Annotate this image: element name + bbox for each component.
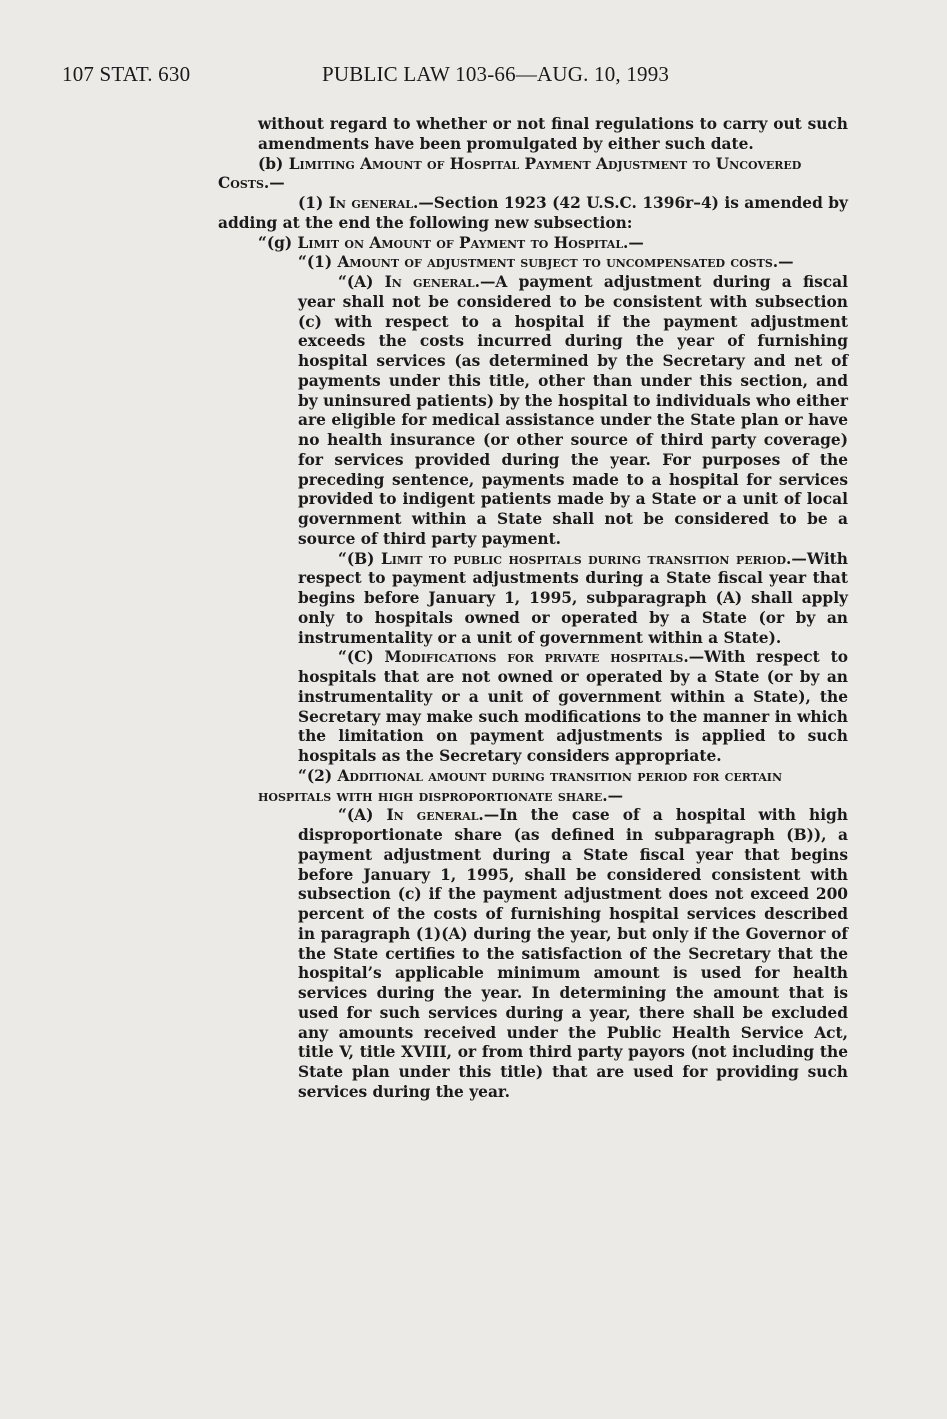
subsection-label: (b) bbox=[258, 154, 289, 173]
subparagraph-title: In general. bbox=[384, 273, 481, 291]
dash: — bbox=[628, 233, 644, 252]
subparagraph-title: Modifications for private hospitals. bbox=[384, 648, 689, 667]
dash: — bbox=[607, 786, 624, 805]
page-header bbox=[0, 62, 947, 92]
subparagraph-title: In general. bbox=[386, 806, 484, 825]
paragraph-title: In general. bbox=[328, 194, 419, 212]
subparagraph-label: “(C) bbox=[338, 648, 385, 667]
subparagraph-g1B bbox=[298, 550, 848, 649]
public-law-citation: PUBLIC LAW 103-66—AUG. 10, 1993 bbox=[322, 62, 670, 86]
subsection-label: “(g) bbox=[258, 233, 298, 252]
subparagraph-label: “(A) bbox=[338, 806, 387, 825]
subparagraph-title: Limit to public hospitals during transition period. bbox=[380, 549, 792, 568]
paragraph-title: Additional amount during transition period for certain hospitals with high disproportionate share. bbox=[258, 766, 783, 805]
dash: — bbox=[778, 253, 794, 272]
subparagraph-label: “(A) bbox=[338, 273, 385, 291]
subparagraph-text: —In the case of a hospital with high disproportionate share (as defined in subparagraph (B)), a payment adjustment during a State fiscal year that begins before January 1, 1995, shall be considered consistent with subsection (c) if the payment adjustment does not exceed 200 percent of the costs of furnishing hospital services described in paragraph (1)(A) during the year, but only if the Governor of the State certifies to the satisfaction of the Secretary that the hospital’s applicable minimum amount is used for health services during the year. In determining the amount that is used for such services during a year, there shall be excluded any amounts received under the Public Health Service Act, title V, title XVIII, or from third party payors (not including the State plan under this title) that are used for providing such services during the year. bbox=[298, 806, 849, 1101]
paragraph-continuation bbox=[258, 115, 848, 155]
subsection-title: Limiting Amount of Hospital Payment Adjustment to Uncovered Costs. bbox=[218, 154, 802, 193]
paragraph-text: —Section 1923 (42 U.S.C. 1396r–4) is amended by adding at the end the following new subsection: bbox=[218, 194, 848, 232]
subsection-g-heading bbox=[258, 234, 848, 254]
paragraph-1-in-general bbox=[218, 194, 848, 234]
paragraph-g2-heading bbox=[258, 767, 848, 807]
paragraph-title: Amount of adjustment subject to uncompensated costs. bbox=[337, 253, 779, 272]
subparagraph-text: —With respect to hospitals that are not owned or operated by a State (or by an instrumentality or a unit of government within a State), the Secretary may make such modifications to the manner in which the limitation on payment adjustments is applied to such hospitals as the Secretary considers appropriate. bbox=[298, 648, 848, 765]
subparagraph-text: —With respect to payment adjustments during a State fiscal year that begins before January 1, 1995, subparagraph (A) shall apply only to hospitals owned or operated by a State (or by an instrumentality or a unit of government within a State). bbox=[298, 549, 848, 647]
subparagraph-label: “(B) bbox=[338, 549, 381, 568]
paragraph-label: “(1) bbox=[298, 253, 338, 272]
document-body bbox=[0, 115, 947, 1103]
subparagraph-g1C bbox=[298, 648, 848, 767]
paragraph-g1-heading bbox=[218, 253, 848, 273]
subparagraph-g2A bbox=[298, 806, 848, 1102]
subparagraph-g1A bbox=[298, 273, 848, 550]
subsection-b-heading bbox=[218, 155, 848, 195]
subsection-title: Limit on Amount of Payment to Hospital. bbox=[297, 233, 629, 252]
paragraph-text: without regard to whether or not final regulations to carry out such amendments have been promulgated by either such date. bbox=[258, 115, 848, 153]
paragraph-label: (1) bbox=[298, 194, 329, 212]
paragraph-label: “(2) bbox=[298, 766, 338, 785]
dash: — bbox=[269, 174, 285, 193]
subparagraph-text: —A payment adjustment during a fiscal year shall not be considered to be consistent with subsection (c) with respect to a hospital if the payment adjustment exceeds the costs incurred during the year of furnishing hospital services (as determined by the Secretary and net of payments under this title, other than under this section, and by uninsured patients) by the hospital to individuals who either are eligible for medical assistance under the State plan or have no health insurance (or other source of third party coverage) for services provided during the year. For purposes of the preceding sentence, payments made to a hospital for services provided to indigent patients made by a State or a unit of local government within a State shall not be considered to be a source of third party payment. bbox=[298, 273, 848, 548]
statute-page-number: 107 STAT. 630 bbox=[62, 62, 191, 86]
